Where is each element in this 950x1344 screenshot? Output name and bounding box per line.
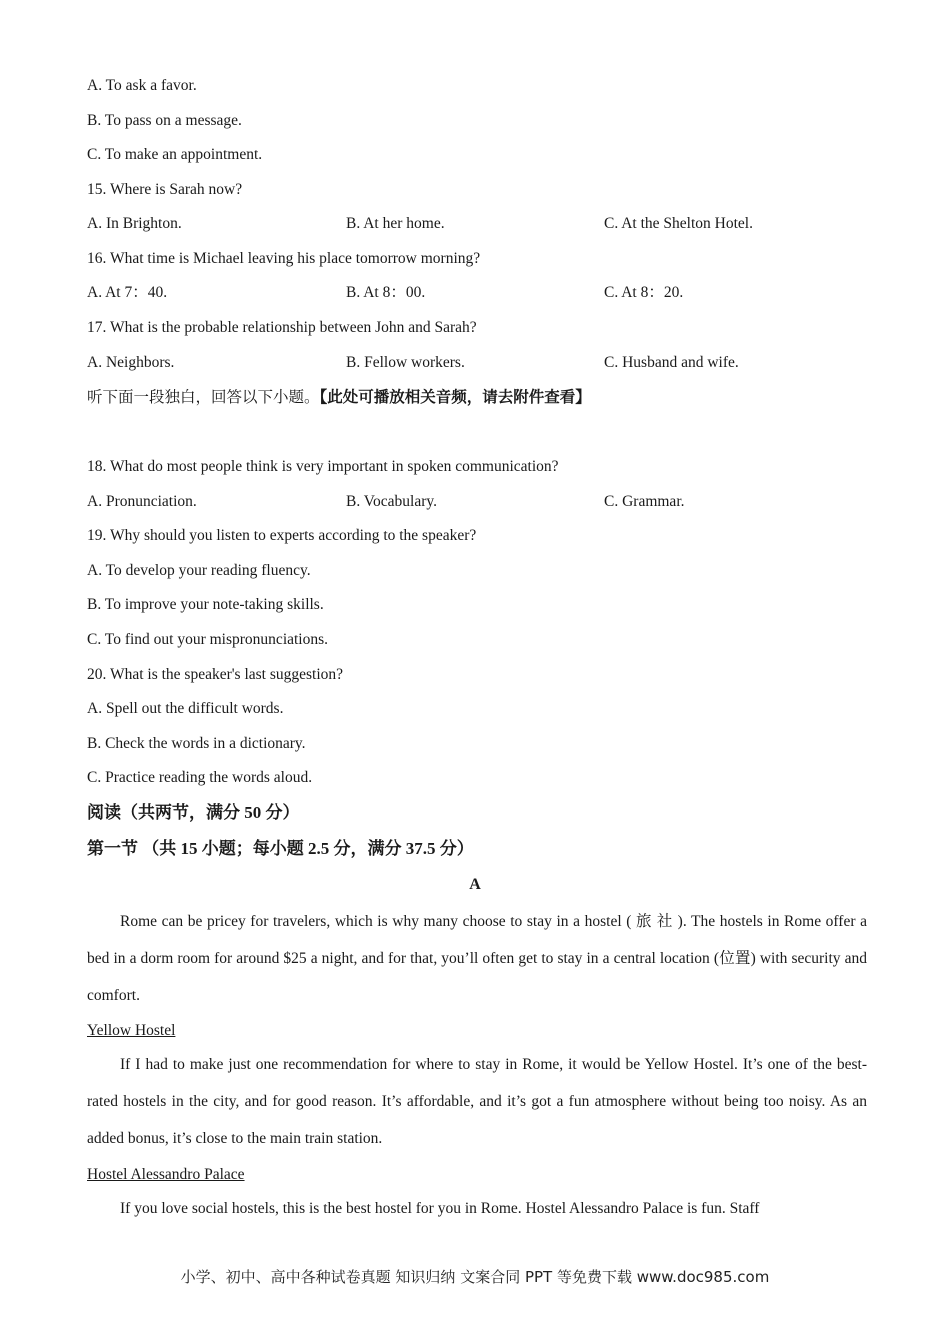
audio-notice: 【此处可播放相关音频，请去附件查看】 xyxy=(319,389,591,406)
q16-option-a: A. At 7：40. xyxy=(87,284,168,301)
q19-option-b: B. To improve your note-taking skills. xyxy=(87,596,324,613)
monologue-intro: 听下面一段独白，回答以下小题。 xyxy=(87,389,320,406)
q14-option-a: A. To ask a favor. xyxy=(87,77,197,94)
q16-question: 16. What time is Michael leaving his place tomorrow morning? xyxy=(87,250,481,267)
q18-option-a: A. Pronunciation. xyxy=(87,493,197,510)
q17-option-a: A. Neighbors. xyxy=(87,354,175,371)
q16-option-b: B. At 8：00. xyxy=(346,284,426,301)
hostel1-heading: Yellow Hostel xyxy=(87,1022,176,1039)
hostel2-paragraph: If you love social hostels, this is the best hostel for you in Rome. Hostel Alessandro Palace is fun. Staff xyxy=(120,1200,760,1217)
q14-option-b: B. To pass on a message. xyxy=(87,112,242,129)
intro-paragraph: Rome can be pricey for travelers, which is why many choose to stay in a hostel ( 旅 社 ). The hostels in Rome offer a bed in a dorm room for around $25 a night, and for that, you’ll often get to stay in a central location (位置) with security and comfort. xyxy=(87,913,867,1004)
q18-option-b: B. Vocabulary. xyxy=(346,493,437,510)
q19-option-c: C. To find out your mispronunciations. xyxy=(87,631,329,648)
q17-question: 17. What is the probable relationship between John and Sarah? xyxy=(87,319,477,336)
q16-option-c: C. At 8：20. xyxy=(604,284,684,301)
q15-option-c: C. At the Shelton Hotel. xyxy=(604,215,753,232)
q15-option-b: B. At her home. xyxy=(346,215,445,232)
q18-option-c: C. Grammar. xyxy=(604,493,685,510)
q14-option-c: C. To make an appointment. xyxy=(87,146,263,163)
q20-option-b: B. Check the words in a dictionary. xyxy=(87,735,306,752)
q20-option-a: A. Spell out the difficult words. xyxy=(87,700,284,717)
q15-option-a: A. In Brighton. xyxy=(87,215,182,232)
q17-option-c: C. Husband and wife. xyxy=(604,354,739,371)
hostel2-heading: Hostel Alessandro Palace xyxy=(87,1166,245,1183)
q15-question: 15. Where is Sarah now? xyxy=(87,181,243,198)
q19-question: 19. Why should you listen to experts according to the speaker? xyxy=(87,527,477,544)
reading-part-title: 第一节 （共 15 小题；每小题 2.5 分，满分 37.5 分） xyxy=(87,839,474,858)
passage-letter: A xyxy=(469,876,481,893)
q20-question: 20. What is the speaker's last suggestion? xyxy=(87,666,344,683)
q19-option-a: A. To develop your reading fluency. xyxy=(87,562,311,579)
q17-option-b: B. Fellow workers. xyxy=(346,354,465,371)
hostel1-paragraph: If I had to make just one recommendation for where to stay in Rome, it would be Yellow Hostel. It’s one of the best-rated hostels in the city, and for good reason. It’s affordable, and it’s got a fun atmosphere without being too noisy. As an added bonus, it’s close to the main train station. xyxy=(87,1056,867,1147)
monologue-instruction xyxy=(87,388,591,408)
footer-text: 小学、初中、高中各种试卷真题 知识归纳 文案合同 PPT 等免费下载 www.doc985.com xyxy=(180,1268,770,1286)
q18-question: 18. What do most people think is very important in spoken communication? xyxy=(87,458,559,475)
reading-section-title: 阅读（共两节，满分 50 分） xyxy=(87,803,300,822)
q20-option-c: C. Practice reading the words aloud. xyxy=(87,769,313,786)
